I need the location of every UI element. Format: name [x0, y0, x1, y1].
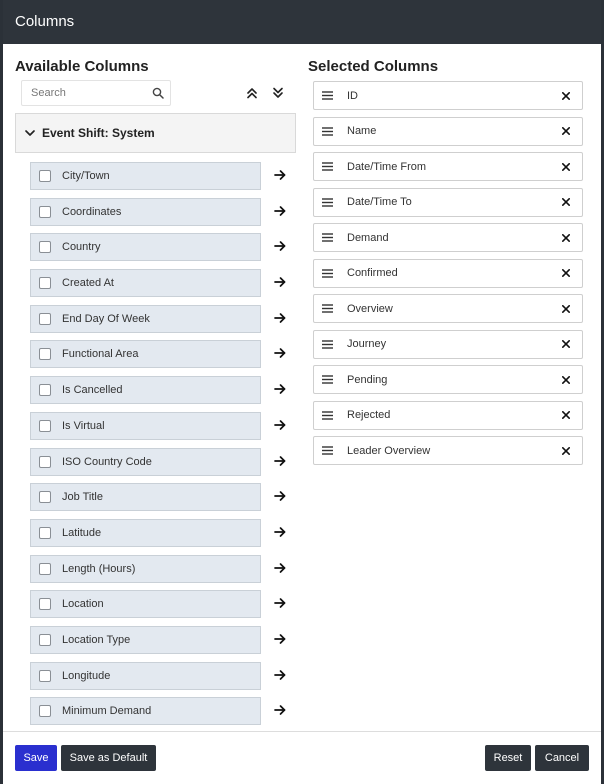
column-label: Pending [347, 373, 388, 386]
column-checkbox[interactable] [39, 170, 51, 182]
close-icon[interactable] [562, 411, 570, 419]
selected-column-item[interactable] [313, 188, 583, 217]
column-label: Coordinates [62, 205, 122, 218]
column-label: Date/Time From [347, 160, 427, 173]
arrow-right-icon[interactable] [273, 703, 287, 717]
column-label: Job Title [62, 491, 103, 504]
selected-column-item[interactable] [313, 294, 583, 323]
list-item [313, 330, 583, 366]
close-icon[interactable] [562, 305, 570, 313]
drag-handle-icon[interactable] [322, 162, 333, 171]
search-field [21, 80, 171, 106]
close-icon[interactable] [562, 92, 570, 100]
arrow-right-icon[interactable] [273, 346, 287, 360]
available-column-item[interactable] [30, 626, 261, 654]
available-column-item[interactable] [30, 269, 261, 297]
list-item [30, 555, 300, 591]
arrow-right-icon[interactable] [273, 275, 287, 289]
reset-button[interactable]: Reset [485, 745, 531, 771]
list-item [313, 401, 583, 437]
column-checkbox[interactable] [39, 527, 51, 539]
list-item [30, 376, 300, 412]
column-checkbox[interactable] [39, 241, 51, 253]
available-column-item[interactable] [30, 483, 261, 511]
column-label: Location [62, 598, 104, 611]
column-label: Created At [62, 277, 114, 290]
drag-handle-icon[interactable] [322, 375, 333, 384]
list-item [30, 340, 300, 376]
column-label: Rejected [347, 409, 391, 421]
list-item [30, 519, 300, 555]
list-item [313, 81, 583, 117]
modal-title: Columns [3, 0, 601, 44]
column-label: Longitude [62, 669, 111, 682]
column-checkbox[interactable] [39, 563, 51, 575]
drag-handle-icon[interactable] [322, 269, 333, 278]
drag-handle-icon[interactable] [322, 127, 333, 136]
close-icon[interactable] [562, 376, 570, 384]
list-item [313, 259, 583, 295]
search-icon [152, 87, 164, 99]
list-item [313, 117, 583, 153]
column-label: Demand [347, 231, 389, 244]
column-label: Overview [347, 302, 393, 315]
column-label: Latitude [62, 526, 102, 539]
list-item [30, 662, 300, 698]
column-label: City/Town [62, 170, 110, 182]
list-item [313, 188, 583, 224]
close-icon[interactable] [562, 340, 570, 348]
list-item [30, 697, 300, 733]
list-item [30, 269, 300, 305]
column-label: End Day Of Week [62, 312, 150, 325]
list-item [313, 365, 583, 401]
column-checkbox[interactable] [39, 348, 51, 360]
column-checkbox[interactable] [39, 277, 51, 289]
available-column-item[interactable] [30, 412, 261, 440]
arrow-right-icon[interactable] [273, 454, 287, 468]
selected-column-item[interactable] [313, 223, 583, 252]
column-label: Leader Overview [347, 444, 431, 457]
column-checkbox[interactable] [39, 313, 51, 325]
list-item [313, 223, 583, 259]
available-column-item[interactable] [30, 697, 261, 725]
selected-columns-title: Selected Columns [308, 58, 439, 75]
column-checkbox[interactable] [39, 491, 51, 503]
list-item [30, 448, 300, 484]
column-checkbox[interactable] [39, 670, 51, 682]
drag-handle-icon[interactable] [322, 446, 333, 455]
list-item [313, 436, 583, 472]
list-item [313, 152, 583, 188]
list-item [313, 294, 583, 330]
available-column-item[interactable] [30, 555, 261, 583]
chevron-down-icon [24, 127, 36, 139]
column-checkbox[interactable] [39, 206, 51, 218]
available-column-item[interactable] [30, 590, 261, 618]
drag-handle-icon[interactable] [322, 340, 333, 349]
arrow-right-icon[interactable] [273, 489, 287, 503]
close-icon[interactable] [562, 163, 570, 171]
available-columns-title: Available Columns [15, 58, 149, 75]
selected-column-item[interactable] [313, 436, 583, 465]
arrow-right-icon[interactable] [273, 168, 287, 182]
available-column-item[interactable] [30, 340, 261, 368]
selected-column-item[interactable] [313, 330, 583, 359]
selected-column-item[interactable] [313, 81, 583, 110]
search-input[interactable] [22, 81, 142, 105]
save-as-default-button[interactable]: Save as Default [61, 745, 156, 771]
close-icon[interactable] [562, 127, 570, 135]
column-checkbox[interactable] [39, 598, 51, 610]
chevrons-down-icon[interactable] [271, 86, 285, 100]
arrow-right-icon[interactable] [273, 239, 287, 253]
selected-column-item[interactable] [313, 365, 583, 394]
list-item [30, 626, 300, 662]
arrow-right-icon[interactable] [273, 204, 287, 218]
column-checkbox[interactable] [39, 634, 51, 646]
available-column-item[interactable] [30, 519, 261, 547]
group-label: Event Shift: System [42, 126, 155, 140]
drag-handle-icon[interactable] [322, 304, 333, 313]
column-label: Minimum Demand [62, 705, 152, 718]
arrow-right-icon[interactable] [273, 561, 287, 575]
column-label: Confirmed [347, 267, 398, 279]
selected-column-item[interactable] [313, 259, 583, 288]
column-checkbox[interactable] [39, 384, 51, 396]
selected-column-item[interactable] [313, 117, 583, 146]
column-checkbox[interactable] [39, 456, 51, 468]
save-button[interactable]: Save [15, 745, 57, 771]
list-item [30, 590, 300, 626]
column-label: ID [347, 89, 358, 102]
list-item [30, 305, 300, 341]
available-column-item[interactable] [30, 305, 261, 333]
columns-modal [3, 0, 601, 784]
selected-column-item[interactable] [313, 152, 583, 181]
arrow-right-icon[interactable] [273, 382, 287, 396]
column-label: Length (Hours) [62, 562, 136, 575]
arrow-right-icon[interactable] [273, 632, 287, 646]
arrow-right-icon[interactable] [273, 525, 287, 539]
selected-columns-list [313, 81, 583, 472]
available-column-item[interactable] [30, 662, 261, 690]
arrow-right-icon[interactable] [273, 311, 287, 325]
close-icon[interactable] [562, 269, 570, 277]
available-column-item[interactable] [30, 448, 261, 476]
chevrons-up-icon[interactable] [245, 86, 259, 100]
drag-handle-icon[interactable] [322, 198, 333, 207]
arrow-right-icon[interactable] [273, 668, 287, 682]
available-columns-list [30, 162, 300, 733]
cancel-button[interactable]: Cancel [535, 745, 589, 771]
list-item [30, 412, 300, 448]
selected-column-item[interactable] [313, 401, 583, 430]
column-label: ISO Country Code [62, 455, 152, 468]
group-header-event-shift[interactable] [15, 113, 296, 153]
available-column-item[interactable] [30, 233, 261, 261]
column-label: Journey [347, 338, 387, 350]
available-column-item[interactable] [30, 376, 261, 404]
available-column-item[interactable] [30, 198, 261, 226]
column-label: Date/Time To [347, 196, 412, 208]
column-label: Name [347, 125, 377, 137]
column-label: Country [62, 241, 101, 254]
list-item [30, 483, 300, 519]
arrow-right-icon[interactable] [273, 596, 287, 610]
column-label: Is Virtual [62, 419, 105, 432]
column-label: Is Cancelled [62, 384, 123, 397]
available-column-item[interactable] [30, 162, 261, 190]
modal-footer [3, 731, 601, 784]
close-icon[interactable] [562, 198, 570, 206]
list-item [30, 233, 300, 269]
arrow-right-icon[interactable] [273, 418, 287, 432]
list-item [30, 162, 300, 198]
drag-handle-icon[interactable] [322, 91, 333, 100]
close-icon[interactable] [562, 447, 570, 455]
close-icon[interactable] [562, 234, 570, 242]
list-item [30, 198, 300, 234]
drag-handle-icon[interactable] [322, 233, 333, 242]
column-checkbox[interactable] [39, 705, 51, 717]
column-label: Functional Area [62, 348, 139, 361]
column-label: Location Type [62, 633, 131, 646]
drag-handle-icon[interactable] [322, 411, 333, 420]
column-checkbox[interactable] [39, 420, 51, 432]
